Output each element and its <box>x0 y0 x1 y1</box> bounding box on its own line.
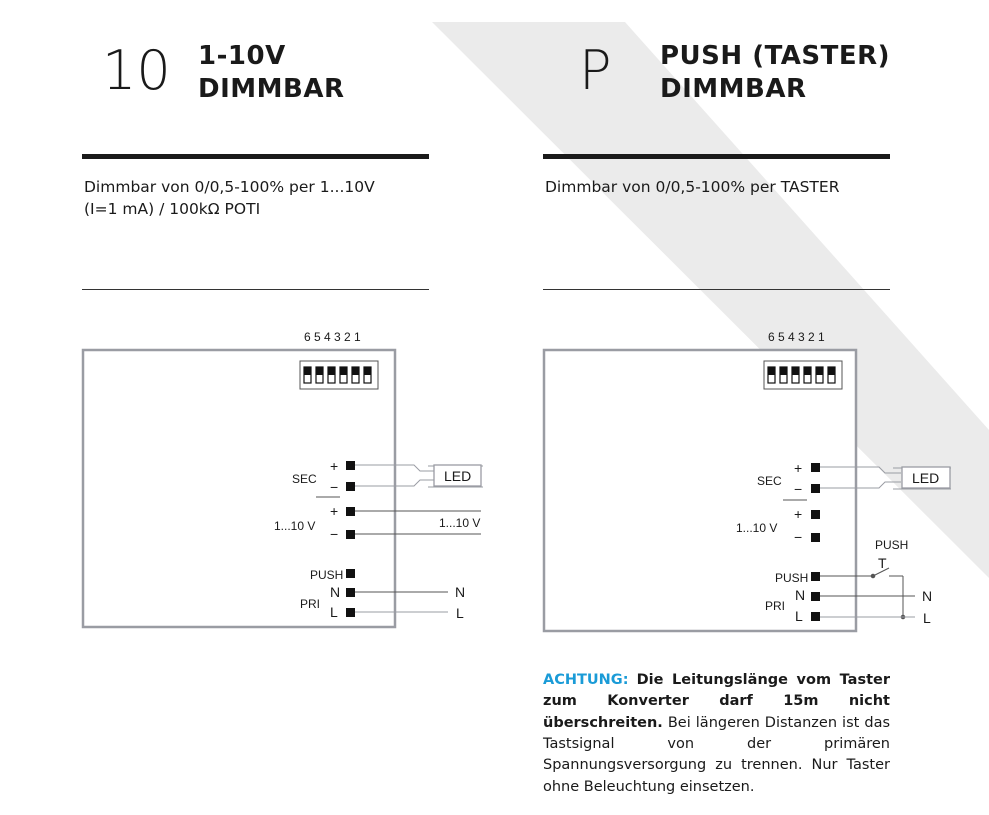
dim-plus-sign: + <box>794 506 803 522</box>
switch-t-symbol: T <box>878 555 887 571</box>
mains-l-label: L <box>456 605 464 621</box>
module-box <box>544 350 856 631</box>
warning-text: Bei längeren Distanzen ist das Tastsignal von der primären Spannungsversorgung zu trennen. Nur Taster ohne Beleuchtung einsetzen. <box>543 714 891 795</box>
dim-minus-terminal <box>346 530 355 539</box>
dim-plus-terminal <box>811 510 820 519</box>
section-title <box>660 40 890 107</box>
sec-plus-sign: + <box>794 460 803 476</box>
dim-voltage-label-right: 1...10 V <box>439 516 481 530</box>
push-terminal <box>811 572 820 581</box>
pri-l-terminal <box>346 608 355 617</box>
wiring-diagram-1-10v <box>82 325 502 645</box>
title-line-1: 1-10V <box>198 41 286 71</box>
section-push <box>543 0 940 815</box>
dim-plus-sign: + <box>330 503 339 519</box>
sec-minus-terminal <box>346 482 355 491</box>
thick-divider <box>82 154 429 159</box>
section-1-10v <box>82 0 481 815</box>
thin-divider <box>543 289 890 290</box>
dim-voltage-label-left: 1...10 V <box>736 521 778 535</box>
mains-n-label: N <box>455 584 466 600</box>
thick-divider <box>543 154 890 159</box>
mains-n-label: N <box>922 588 933 604</box>
thin-divider <box>82 289 429 290</box>
push-label: PUSH <box>310 568 344 582</box>
dim-voltage-label-left: 1...10 V <box>274 519 316 533</box>
wiring-diagram-push <box>543 325 963 645</box>
sec-minus-sign: − <box>330 479 339 495</box>
dim-minus-sign: − <box>794 529 803 545</box>
sec-label: SEC <box>757 474 782 488</box>
sec-plus-terminal <box>811 463 820 472</box>
dip-switch <box>764 361 842 389</box>
dip-switch <box>300 361 378 389</box>
section-description <box>545 176 889 198</box>
sec-minus-sign: − <box>794 481 803 497</box>
push-label: PUSH <box>775 571 809 585</box>
pri-l-label: L <box>330 604 338 620</box>
warning-note <box>543 670 890 798</box>
section-title <box>198 40 344 107</box>
led-label: LED <box>444 468 472 484</box>
description-line-2: (I=1 mA) / 100kΩ POTI <box>84 200 261 219</box>
sec-plus-sign: + <box>330 458 339 474</box>
warning-label: ACHTUNG: <box>543 672 629 688</box>
pri-n-label: N <box>795 587 806 603</box>
dip-switch-numbers: 6 5 4 3 2 1 <box>304 330 361 344</box>
pri-label: PRI <box>765 599 786 613</box>
title-line-2: DIMMBAR <box>198 74 345 105</box>
sec-plus-terminal <box>346 461 355 470</box>
sec-label: SEC <box>292 472 317 486</box>
pri-n-terminal <box>811 592 820 601</box>
pri-n-label: N <box>330 584 341 600</box>
section-code: P <box>579 39 612 102</box>
title-line-1: PUSH (TASTER) <box>660 41 891 71</box>
pri-n-terminal <box>346 588 355 597</box>
dim-minus-sign: − <box>330 526 339 542</box>
title-line-2: DIMMBAR <box>660 74 807 105</box>
mains-l-label: L <box>923 610 931 626</box>
pri-l-label: L <box>795 608 803 624</box>
led-label: LED <box>912 470 940 486</box>
dip-switch-numbers: 6 5 4 3 2 1 <box>768 330 825 344</box>
section-description <box>84 176 428 221</box>
push-terminal <box>346 569 355 578</box>
warning-bold-text: Die Leitungslänge vom Taster zum Konverter darf 15m nicht überschreiten. <box>543 672 890 731</box>
section-code: 10 <box>102 39 171 102</box>
dim-plus-terminal <box>346 507 355 516</box>
description-line-1: Dimmbar von 0/0,5-100% per 1...10V <box>84 178 375 196</box>
description-line-1: Dimmbar von 0/0,5-100% per TASTER <box>545 178 840 196</box>
sec-minus-terminal <box>811 484 820 493</box>
dim-minus-terminal <box>811 533 820 542</box>
pri-l-terminal <box>811 612 820 621</box>
switch-label: PUSH <box>875 538 909 552</box>
pri-label: PRI <box>300 597 321 611</box>
